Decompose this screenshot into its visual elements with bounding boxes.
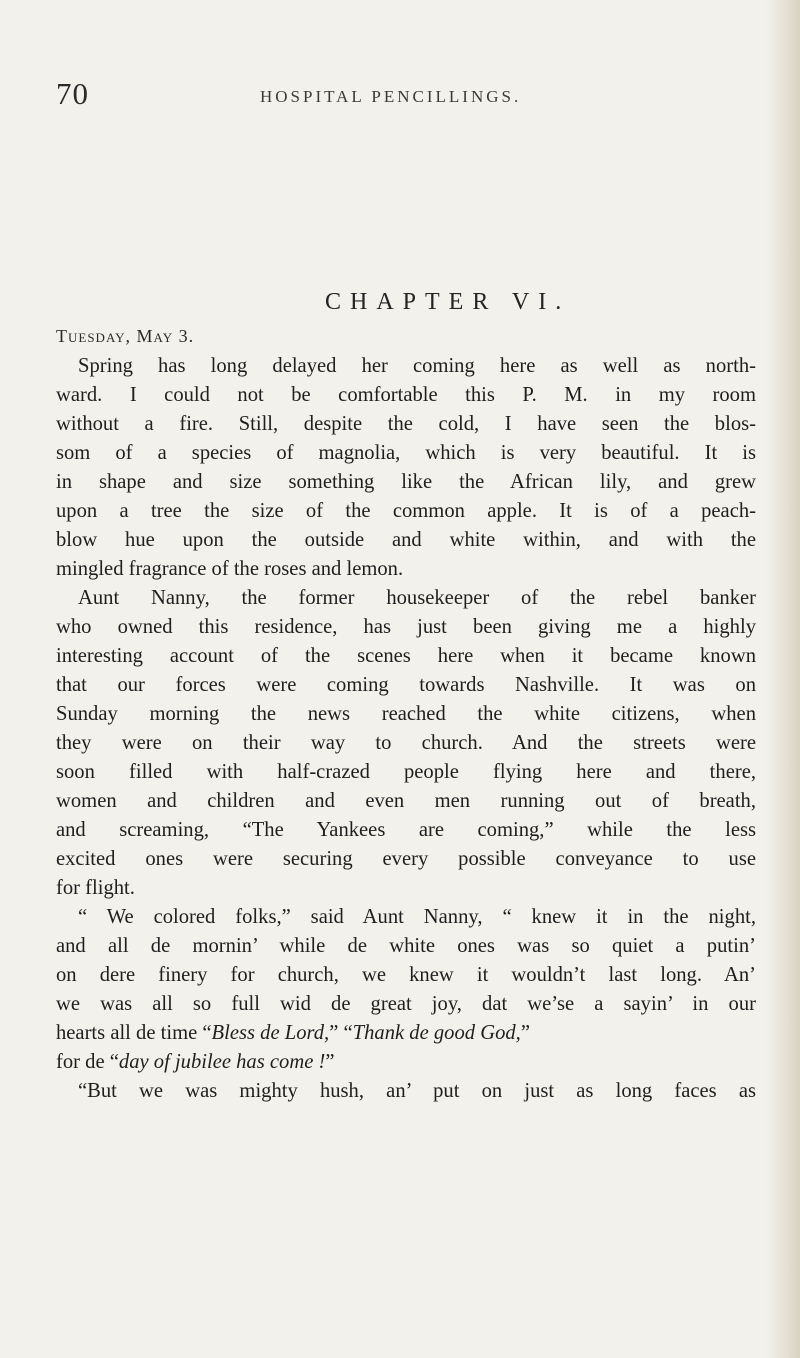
text-line: blow hue upon the outside and white within, and with the	[56, 529, 756, 551]
text-line: and screaming, “The Yankees are coming,” while the less	[56, 819, 756, 841]
text-line: we was all so full wid de great joy, dat we’se a sayin’ in our	[56, 993, 756, 1015]
text-span: for de “	[56, 1051, 119, 1073]
text-line: upon a tree the size of the common apple. It is of a peach-	[56, 500, 756, 522]
italic-phrase: day of jubilee has come !	[118, 1051, 326, 1073]
text-line: women and children and even men running out of breath,	[56, 790, 756, 812]
text-line: ward. I could not be comfortable this P. M. in my room	[56, 384, 756, 406]
text-line: in shape and size something like the African lily, and grew	[56, 471, 756, 493]
text-span: ”	[520, 1022, 530, 1044]
text-line: for flight.	[56, 877, 135, 899]
text-line: without a fire. Still, despite the cold, I have seen the blos-	[56, 413, 756, 435]
text-span: hearts all de time	[56, 1022, 198, 1044]
entry-date: Tuesday, May 3.	[56, 326, 195, 346]
running-head: HOSPITAL PENCILLINGS.	[260, 87, 522, 106]
text-span: “	[197, 1022, 212, 1044]
text-line: Aunt Nanny, the former housekeeper of the rebel banker	[78, 587, 756, 609]
text-line: they were on their way to church. And the streets were	[56, 732, 756, 754]
text-line: interesting account of the scenes here when it became known	[56, 645, 756, 667]
italic-phrase: Thank de good God,	[352, 1022, 521, 1044]
text-line: som of a species of magnolia, which is very beautiful. It is	[56, 442, 756, 464]
text-line	[56, 1023, 756, 1044]
text-line: who owned this residence, has just been giving me a highly	[56, 616, 756, 638]
text-line: that our forces were coming towards Nashville. It was on	[56, 674, 756, 696]
italic-phrase: Bless de Lord,	[211, 1022, 330, 1044]
text-line: and all de mornin’ while de white ones was so quiet a putin’	[56, 935, 756, 957]
text-line: “ We colored folks,” said Aunt Nanny, “ knew it in the night,	[78, 906, 756, 928]
text-line: excited ones were securing every possible conveyance to use	[56, 848, 756, 870]
page-edge-shading	[766, 0, 800, 1358]
text-line: mingled fragrance of the roses and lemon.	[56, 558, 404, 580]
text-line: soon filled with half-crazed people flying here and there,	[56, 761, 756, 783]
chapter-title: CHAPTER VI.	[325, 289, 571, 315]
page-number: 70	[56, 76, 89, 111]
text-span: ” “	[329, 1022, 353, 1044]
text-line	[56, 1052, 756, 1073]
text-line: Sunday morning the news reached the white citizens, when	[56, 703, 756, 725]
text-line: Spring has long delayed her coming here as well as north-	[78, 355, 756, 377]
text-span: ”	[325, 1051, 335, 1073]
text-line: on dere finery for church, we knew it wouldn’t last long. An’	[56, 964, 756, 986]
text-line: “But we was mighty hush, an’ put on just as long faces as	[78, 1080, 756, 1102]
